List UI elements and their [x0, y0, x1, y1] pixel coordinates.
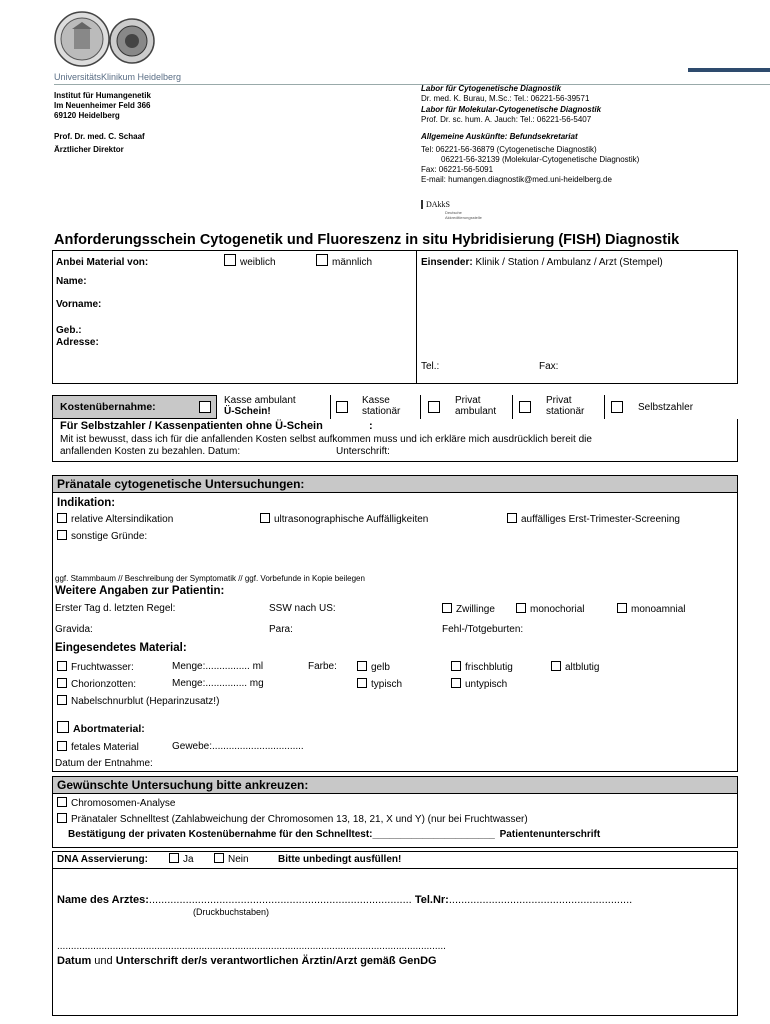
- dna-label: DNA Asservierung:: [57, 854, 148, 865]
- ind-screening-checkbox[interactable]: [507, 513, 517, 523]
- amnio-checkbox[interactable]: [57, 661, 67, 671]
- abort-checkbox[interactable]: [57, 721, 69, 733]
- cost-ambulant-checkbox[interactable]: [199, 401, 211, 413]
- ind-other-label: sonstige Gründe:: [71, 531, 148, 542]
- ind-age-option[interactable]: [57, 513, 173, 525]
- lmp-field[interactable]: Erster Tag d. letzten Regel:: [55, 603, 176, 614]
- dna-required-note: Bitte unbedingt ausfüllen!: [278, 854, 402, 865]
- clinic-seal-icon: [110, 19, 154, 63]
- confirmation-label: Bestätigung der privaten Kostenübernahme für den Schnelltest:: [68, 829, 373, 840]
- ind-other-option[interactable]: [57, 530, 147, 542]
- cost-private-stationary-checkbox[interactable]: [519, 401, 531, 413]
- doctor-tel-line[interactable]: ............................................................: [448, 894, 633, 906]
- signature-caption: Datum und Unterschrift der/s verantwortlichen Ärztin/Arzt gemäß GenDG: [57, 955, 437, 967]
- patient-divider: [416, 250, 417, 384]
- cost-divider: [330, 395, 331, 419]
- abort-label: Abortmaterial:: [73, 723, 145, 735]
- patient-signature-label: Patientenunterschrift: [499, 829, 601, 840]
- sender-stamp-field[interactable]: [421, 257, 663, 268]
- monoamnial-label: monoamnial: [631, 604, 686, 615]
- fetal-option[interactable]: [57, 741, 139, 753]
- ind-ultrasound-checkbox[interactable]: [260, 513, 270, 523]
- cost-divider: [604, 395, 605, 419]
- doctor-name-field[interactable]: [57, 894, 632, 906]
- cost-label: Kostenübernahme:: [60, 401, 156, 413]
- university-seal-logos: [54, 10, 164, 70]
- firstname-field[interactable]: Vorname:: [56, 299, 102, 310]
- confirmation-signature-line[interactable]: ______________________: [372, 829, 495, 840]
- abort-option[interactable]: [57, 721, 145, 735]
- para-field[interactable]: Para:: [269, 624, 293, 635]
- atypical-checkbox[interactable]: [451, 678, 461, 688]
- cost-private-ambulant-checkbox[interactable]: [428, 401, 440, 413]
- old-blood-label: altblutig: [565, 662, 600, 673]
- university-logo-text: UniversitätsKlinikum Heidelberg: [54, 72, 182, 82]
- cost-ambulant-label: Kasse ambulant Ü-Schein!: [224, 395, 296, 417]
- dna-yes-checkbox[interactable]: [169, 853, 179, 863]
- yellow-checkbox[interactable]: [357, 661, 367, 671]
- dna-no-checkbox[interactable]: [214, 853, 224, 863]
- director-block: Prof. Dr. med. C. Schaaf Ärztlicher Direktor: [54, 132, 145, 154]
- institute-address: Institut für Humangenetik Im Neuenheimer Feld 366 69120 Heidelberg: [54, 91, 151, 120]
- doctor-name-line[interactable]: ......................................................................................: [148, 894, 412, 906]
- chorion-amount-field[interactable]: Menge:............... mg: [172, 678, 264, 689]
- ind-screening-option[interactable]: [507, 513, 680, 525]
- sender-label: Einsender:: [421, 257, 473, 268]
- selfpay-title: Für Selbstzahler / Kassenpatienten ohne Ü-Schein: [60, 420, 323, 432]
- further-info-label: Weitere Angaben zur Patientin:: [55, 585, 225, 597]
- selfpay-text: Mit ist bewusst, dass ich für die anfallenden Kosten selbst aufkommen muss und ich erkläre mich ausdrücklich bereit die: [60, 434, 592, 445]
- female-option[interactable]: [224, 254, 276, 268]
- lab-contacts: Labor für Cytogenetische Diagnostik Dr. med. K. Burau, M.Sc.: Tel.: 06221-56-39571 Labor für Molekular-Cytogenetische Diagnostik Prof. Dr. sc. hum. A. Jauch: Tel.: 06221-56-5407 Allgemeine Auskünfte: Befundsekretariat Tel: 06221-56-36879 (Cytogenetische Diagnostik) 06221-56-32139 (Molekular-Cytogenetische Diagnostik) Fax: 06221-56-5091 E-mail: humangen.diagnostik@med.uni-heidelberg.de: [421, 84, 640, 184]
- cord-blood-checkbox[interactable]: [57, 695, 67, 705]
- chorion-label: Chorionzotten:: [71, 679, 137, 690]
- cost-selfpay-checkbox[interactable]: [611, 401, 623, 413]
- yellow-label: gelb: [371, 662, 390, 673]
- ind-screening-label: auffälliges Erst-Trimester-Screening: [521, 514, 680, 525]
- old-blood-checkbox[interactable]: [551, 661, 561, 671]
- birth-field[interactable]: Geb.:: [56, 325, 82, 336]
- material-label: Eingesendetes Material:: [55, 642, 187, 654]
- selfpay-date-field[interactable]: anfallenden Kosten zu bezahlen. Datum:: [60, 446, 241, 457]
- monoamnial-checkbox[interactable]: [617, 603, 627, 613]
- ssw-field[interactable]: SSW nach US:: [269, 603, 336, 614]
- rapid-test-confirmation[interactable]: [68, 829, 600, 840]
- typical-label: typisch: [371, 679, 403, 690]
- ind-ultrasound-option[interactable]: [260, 513, 428, 525]
- fresh-blood-option[interactable]: [451, 661, 513, 673]
- color-label: Farbe:: [308, 661, 337, 672]
- fetal-label: fetales Material: [71, 742, 139, 753]
- form-title: Anforderungsschein Cytogenetik und Fluoreszenz in situ Hybridisierung (FISH) Diagnostik: [54, 232, 680, 248]
- doctor-tel-label: Tel.Nr:: [414, 894, 449, 906]
- chorion-option[interactable]: [57, 678, 136, 690]
- sampling-date-field[interactable]: Datum der Entnahme:: [55, 758, 153, 769]
- cost-divider: [512, 395, 513, 419]
- attachments-note: ggf. Stammbaum // Beschreibung der Symptomatik // ggf. Vorbefunde in Kopie beilegen: [55, 574, 365, 583]
- cost-stationary-checkbox[interactable]: [336, 401, 348, 413]
- ind-other-checkbox[interactable]: [57, 530, 67, 540]
- fresh-blood-checkbox[interactable]: [451, 661, 461, 671]
- male-label: männlich: [332, 257, 373, 268]
- cost-private-stationary-label: Privat stationär: [546, 395, 585, 417]
- requested-header: Gewünschte Untersuchung bitte ankreuzen:: [57, 778, 309, 792]
- sender-fax-field[interactable]: Fax:: [539, 361, 559, 372]
- rapid-test-checkbox[interactable]: [57, 813, 67, 823]
- karyotype-checkbox[interactable]: [57, 797, 67, 807]
- twins-checkbox[interactable]: [442, 603, 452, 613]
- karyotype-label: Chromosomen-Analyse: [71, 798, 176, 809]
- dna-no-label: Nein: [228, 854, 249, 865]
- male-checkbox[interactable]: [316, 254, 328, 266]
- atypical-label: untypisch: [465, 679, 508, 690]
- ind-age-checkbox[interactable]: [57, 513, 67, 523]
- atypical-option[interactable]: [451, 678, 507, 690]
- cord-blood-label: Nabelschnurblut (Heparinzusatz!): [71, 696, 220, 707]
- female-checkbox[interactable]: [224, 254, 236, 266]
- chorion-checkbox[interactable]: [57, 678, 67, 688]
- dakks-logo: DAkkS Deutsche Akkreditierungsstelle: [421, 194, 485, 220]
- dna-no-option[interactable]: [214, 853, 249, 865]
- ind-age-label: relative Altersindikation: [71, 514, 174, 525]
- monochorial-label: monochorial: [530, 604, 585, 615]
- amnio-label: Fruchtwasser:: [71, 662, 134, 673]
- cost-private-ambulant-label: Privat ambulant: [455, 395, 497, 417]
- address-field[interactable]: Adresse:: [56, 337, 99, 348]
- typical-option[interactable]: [357, 678, 402, 690]
- cost-divider: [216, 395, 217, 419]
- monoamnial-option[interactable]: [617, 603, 685, 615]
- monochorial-checkbox[interactable]: [516, 603, 526, 613]
- selfpay-colon: :: [369, 420, 373, 432]
- patient-section: [52, 250, 738, 384]
- heidelberg-seal-icon: [55, 12, 109, 66]
- miscarriages-field[interactable]: Fehl-/Totgeburten:: [442, 624, 524, 635]
- tissue-field[interactable]: Gewebe:.................................: [172, 741, 304, 752]
- ind-ultrasound-label: ultrasonographische Auffälligkeiten: [274, 514, 429, 525]
- header-accent-bar: [688, 68, 770, 72]
- yellow-option[interactable]: [357, 661, 390, 673]
- old-blood-option[interactable]: [551, 661, 599, 673]
- sender-hint: Klinik / Station / Ambulanz / Arzt (Stempel): [472, 257, 663, 268]
- doctor-name-label: Name des Arztes:: [57, 894, 149, 906]
- karyotype-option[interactable]: [57, 797, 176, 809]
- cord-blood-option[interactable]: [57, 695, 219, 707]
- typical-checkbox[interactable]: [357, 678, 367, 688]
- block-letters-hint: (Druckbuchstaben): [193, 907, 270, 917]
- male-option[interactable]: [316, 254, 372, 268]
- indication-label: Indikation:: [57, 497, 116, 509]
- cost-stationary-label: Kasse stationär: [362, 395, 401, 417]
- material-from-label: Anbei Material von:: [56, 257, 149, 268]
- dna-yes-label: Ja: [183, 854, 194, 865]
- amnio-amount-field[interactable]: Menge:................ ml: [172, 661, 264, 672]
- twins-option[interactable]: [442, 603, 495, 615]
- signature-line[interactable]: ............................................................................................................................................: [57, 941, 446, 952]
- rapid-test-option[interactable]: [57, 813, 528, 825]
- monochorial-option[interactable]: [516, 603, 584, 615]
- rapid-test-label: Pränataler Schnelltest (Zahlabweichung der Chromosomen 13, 18, 21, X und Y) (nur bei Fruchtwasser): [71, 814, 528, 825]
- dna-yes-option[interactable]: [169, 853, 194, 865]
- name-field[interactable]: Name:: [56, 276, 87, 287]
- amnio-option[interactable]: [57, 661, 134, 673]
- fetal-checkbox[interactable]: [57, 741, 67, 751]
- twins-label: Zwillinge: [456, 604, 495, 615]
- sender-tel-field[interactable]: Tel.:: [421, 361, 440, 372]
- gravida-field[interactable]: Gravida:: [55, 624, 93, 635]
- prenatal-header: Pränatale cytogenetische Untersuchungen:: [57, 477, 305, 491]
- fresh-blood-label: frischblutig: [465, 662, 513, 673]
- selfpay-signature-field[interactable]: Unterschrift:: [336, 446, 390, 457]
- cost-divider: [420, 395, 421, 419]
- female-label: weiblich: [240, 257, 276, 268]
- cost-selfpay-label: Selbstzahler: [638, 402, 694, 413]
